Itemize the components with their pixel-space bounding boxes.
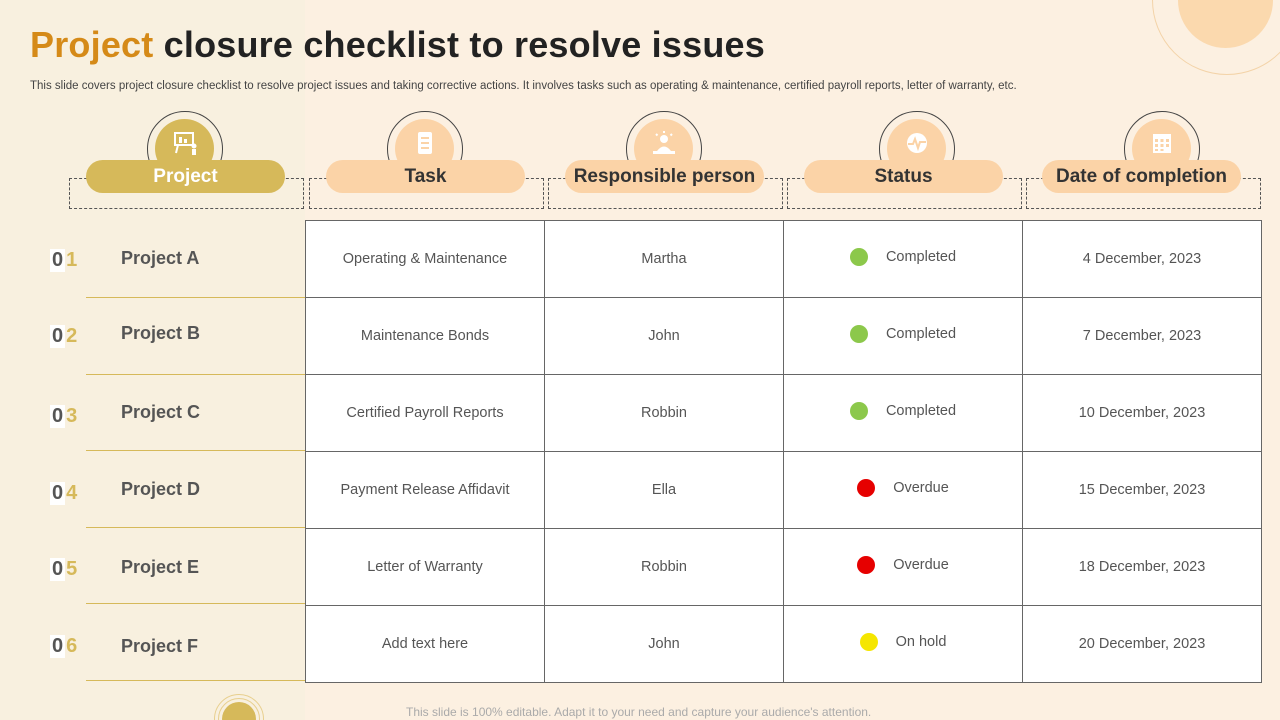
- row-divider: [86, 680, 305, 681]
- status-cell: [784, 298, 1023, 375]
- row-divider: [86, 603, 305, 604]
- status-dot: [857, 479, 875, 497]
- row-divider: [86, 297, 305, 298]
- date-cell: 7 December, 2023: [1023, 298, 1262, 375]
- pulse-chart-icon: [904, 131, 930, 155]
- status-text: Completed: [885, 249, 957, 265]
- row-number: 0 3: [52, 404, 78, 427]
- task-cell: Operating & Maintenance: [306, 221, 545, 298]
- row-divider: [86, 374, 305, 375]
- status-cell: [784, 452, 1023, 529]
- person-cell: Robbin: [545, 529, 784, 606]
- status-text: Completed: [885, 326, 957, 342]
- row-divider: [86, 450, 305, 451]
- header-project: Project: [86, 160, 285, 193]
- person-cell: Robbin: [545, 375, 784, 452]
- date-cell: 18 December, 2023: [1023, 529, 1262, 606]
- table-row: [306, 375, 1262, 452]
- row-number: 0 6: [52, 634, 78, 657]
- person-cell: John: [545, 606, 784, 683]
- date-cell: 15 December, 2023: [1023, 452, 1262, 529]
- date-cell: 20 December, 2023: [1023, 606, 1262, 683]
- table-row: [306, 529, 1262, 606]
- task-cell: Letter of Warranty: [306, 529, 545, 606]
- task-cell: Maintenance Bonds: [306, 298, 545, 375]
- row-number: 0 1: [52, 248, 78, 271]
- table-row: [306, 298, 1262, 375]
- presenter-board-icon: [172, 131, 198, 155]
- checklist-table: [305, 220, 1262, 683]
- left-panel: [0, 0, 305, 720]
- status-cell: [784, 606, 1023, 683]
- status-text: Overdue: [893, 480, 949, 496]
- status-dot: [850, 248, 868, 266]
- subtitle: This slide covers project closure checklist to resolve project issues and taking corrective actions. It involves tasks such as operating & maintenance, certified payroll reports, letter of warranty, etc.: [30, 80, 1017, 92]
- project-label: Project A: [121, 248, 200, 268]
- project-label: Project C: [121, 402, 201, 422]
- date-cell: 4 December, 2023: [1023, 221, 1262, 298]
- project-label: Project B: [121, 323, 201, 343]
- table-row: [306, 606, 1262, 683]
- status-dot: [860, 633, 878, 651]
- footer-note: This slide is 100% editable. Adapt it to your need and capture your audience's attention.: [406, 705, 872, 719]
- status-dot: [857, 556, 875, 574]
- header-date-of-completion: Date of completion: [1042, 160, 1241, 193]
- status-cell: [784, 529, 1023, 606]
- person-cell: John: [545, 298, 784, 375]
- project-label: Project E: [121, 557, 200, 577]
- row-number: 0 4: [52, 481, 78, 504]
- project-label: Project D: [121, 479, 201, 499]
- page-title: [30, 24, 765, 66]
- status-text: Overdue: [893, 557, 949, 573]
- status-text: Completed: [885, 403, 957, 419]
- task-cell: Payment Release Affidavit: [306, 452, 545, 529]
- status-cell: [784, 375, 1023, 452]
- header-status: Status: [804, 160, 1003, 193]
- header-task: Task: [326, 160, 525, 193]
- status-cell: [784, 221, 1023, 298]
- date-cell: 10 December, 2023: [1023, 375, 1262, 452]
- status-text: On hold: [895, 634, 947, 650]
- status-dot: [850, 325, 868, 343]
- status-dot: [850, 402, 868, 420]
- person-cell: Martha: [545, 221, 784, 298]
- header-responsible-person: Responsible person: [565, 160, 764, 193]
- table-row: [306, 452, 1262, 529]
- row-number: 0 5: [52, 557, 78, 580]
- task-cell: Certified Payroll Reports: [306, 375, 545, 452]
- person-cell: Ella: [545, 452, 784, 529]
- calendar-icon: [1151, 131, 1173, 155]
- row-number: 0 2: [52, 324, 78, 347]
- document-list-icon: [414, 131, 436, 155]
- leader-icon: [651, 131, 677, 155]
- row-divider: [86, 527, 305, 528]
- project-label: Project F: [121, 636, 199, 656]
- table-row: [306, 221, 1262, 298]
- title-rest: closure checklist to resolve issues: [163, 24, 765, 65]
- task-cell: Add text here: [306, 606, 545, 683]
- title-accent: Project: [30, 24, 154, 65]
